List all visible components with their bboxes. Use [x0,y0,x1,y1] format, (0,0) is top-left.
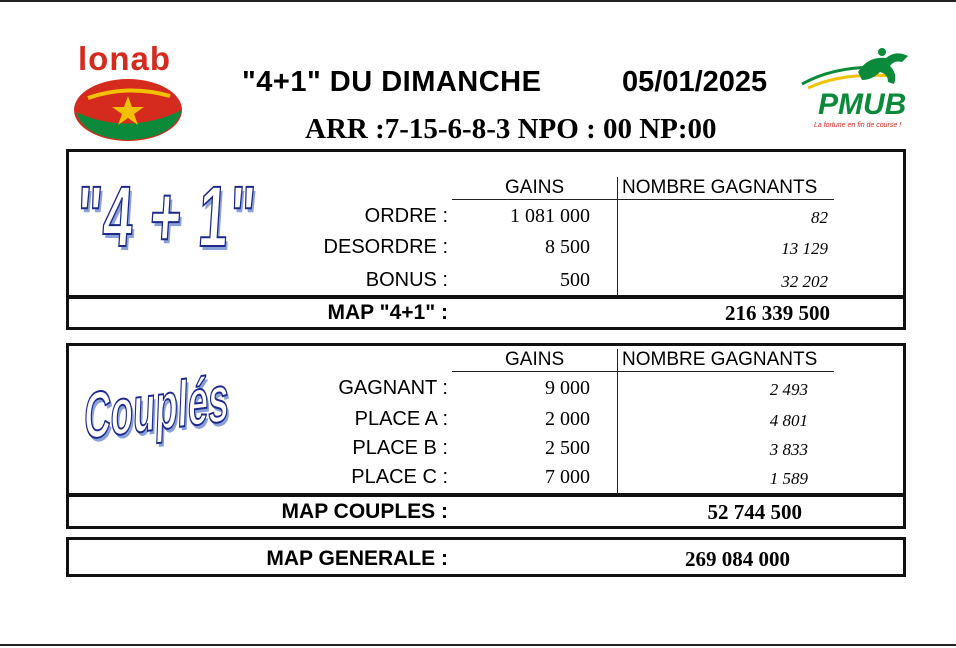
lonab-logo-icon [70,76,188,144]
row-label: PLACE A : [354,408,448,430]
row-gain: 7 000 [545,466,590,488]
row-gain: 1 081 000 [510,205,590,227]
map-couples-value: 52 744 500 [707,500,802,524]
page-title: "4+1" DU DIMANCHE [242,66,542,98]
map-generale-value: 269 084 000 [685,547,790,571]
map-41-label: MAP "4+1" : [327,301,448,324]
col-header-gains: GAINS [505,349,565,370]
race-date: 05/01/2025 [622,66,768,98]
row-gain: 9 000 [545,377,590,399]
top-border [0,0,956,2]
header-underline [452,199,834,200]
pmub-horse-icon [798,46,922,94]
pmub-logo-text: PMUB [818,88,907,121]
map-41-value: 216 339 500 [725,301,830,325]
section-41-big-title: "4 + 1" [73,169,260,265]
section-couples-big-title: Couplés [83,360,231,453]
column-divider [617,177,618,296]
header-underline [452,371,834,372]
pmub-slogan: La fortune en fin de course ! [814,122,902,129]
row-count: 1 589 [769,469,808,488]
row-gain: 8 500 [545,236,590,258]
row-label: PLACE C : [351,466,448,488]
lonab-logo-text: lonab [78,40,171,77]
map-couples-label: MAP COUPLES : [281,500,448,523]
row-count: 82 [811,208,828,227]
row-gain: 2 500 [545,437,590,459]
row-count: 32 202 [781,272,828,291]
row-gain: 2 000 [545,408,590,430]
arrival-summary: ARR :7-15-6-8-3 NPO : 00 NP:00 [305,113,717,145]
col-header-count: NOMBRE GAGNANTS [622,177,818,198]
map-generale-label: MAP GENERALE : [266,547,448,570]
row-label: DESORDRE : [323,236,448,258]
row-count: 4 801 [769,411,808,430]
row-label: GAGNANT : [338,377,448,399]
bottom-border [0,644,956,646]
col-header-gains: GAINS [505,177,565,198]
col-header-count: NOMBRE GAGNANTS [622,349,818,370]
row-label: PLACE B : [352,437,448,459]
row-label: ORDRE : [364,205,448,227]
row-count: 3 833 [769,440,808,459]
row-count: 13 129 [781,239,828,258]
row-gain: 500 [560,269,590,291]
row-count: 2 493 [769,380,808,399]
row-label: BONUS : [365,269,448,291]
